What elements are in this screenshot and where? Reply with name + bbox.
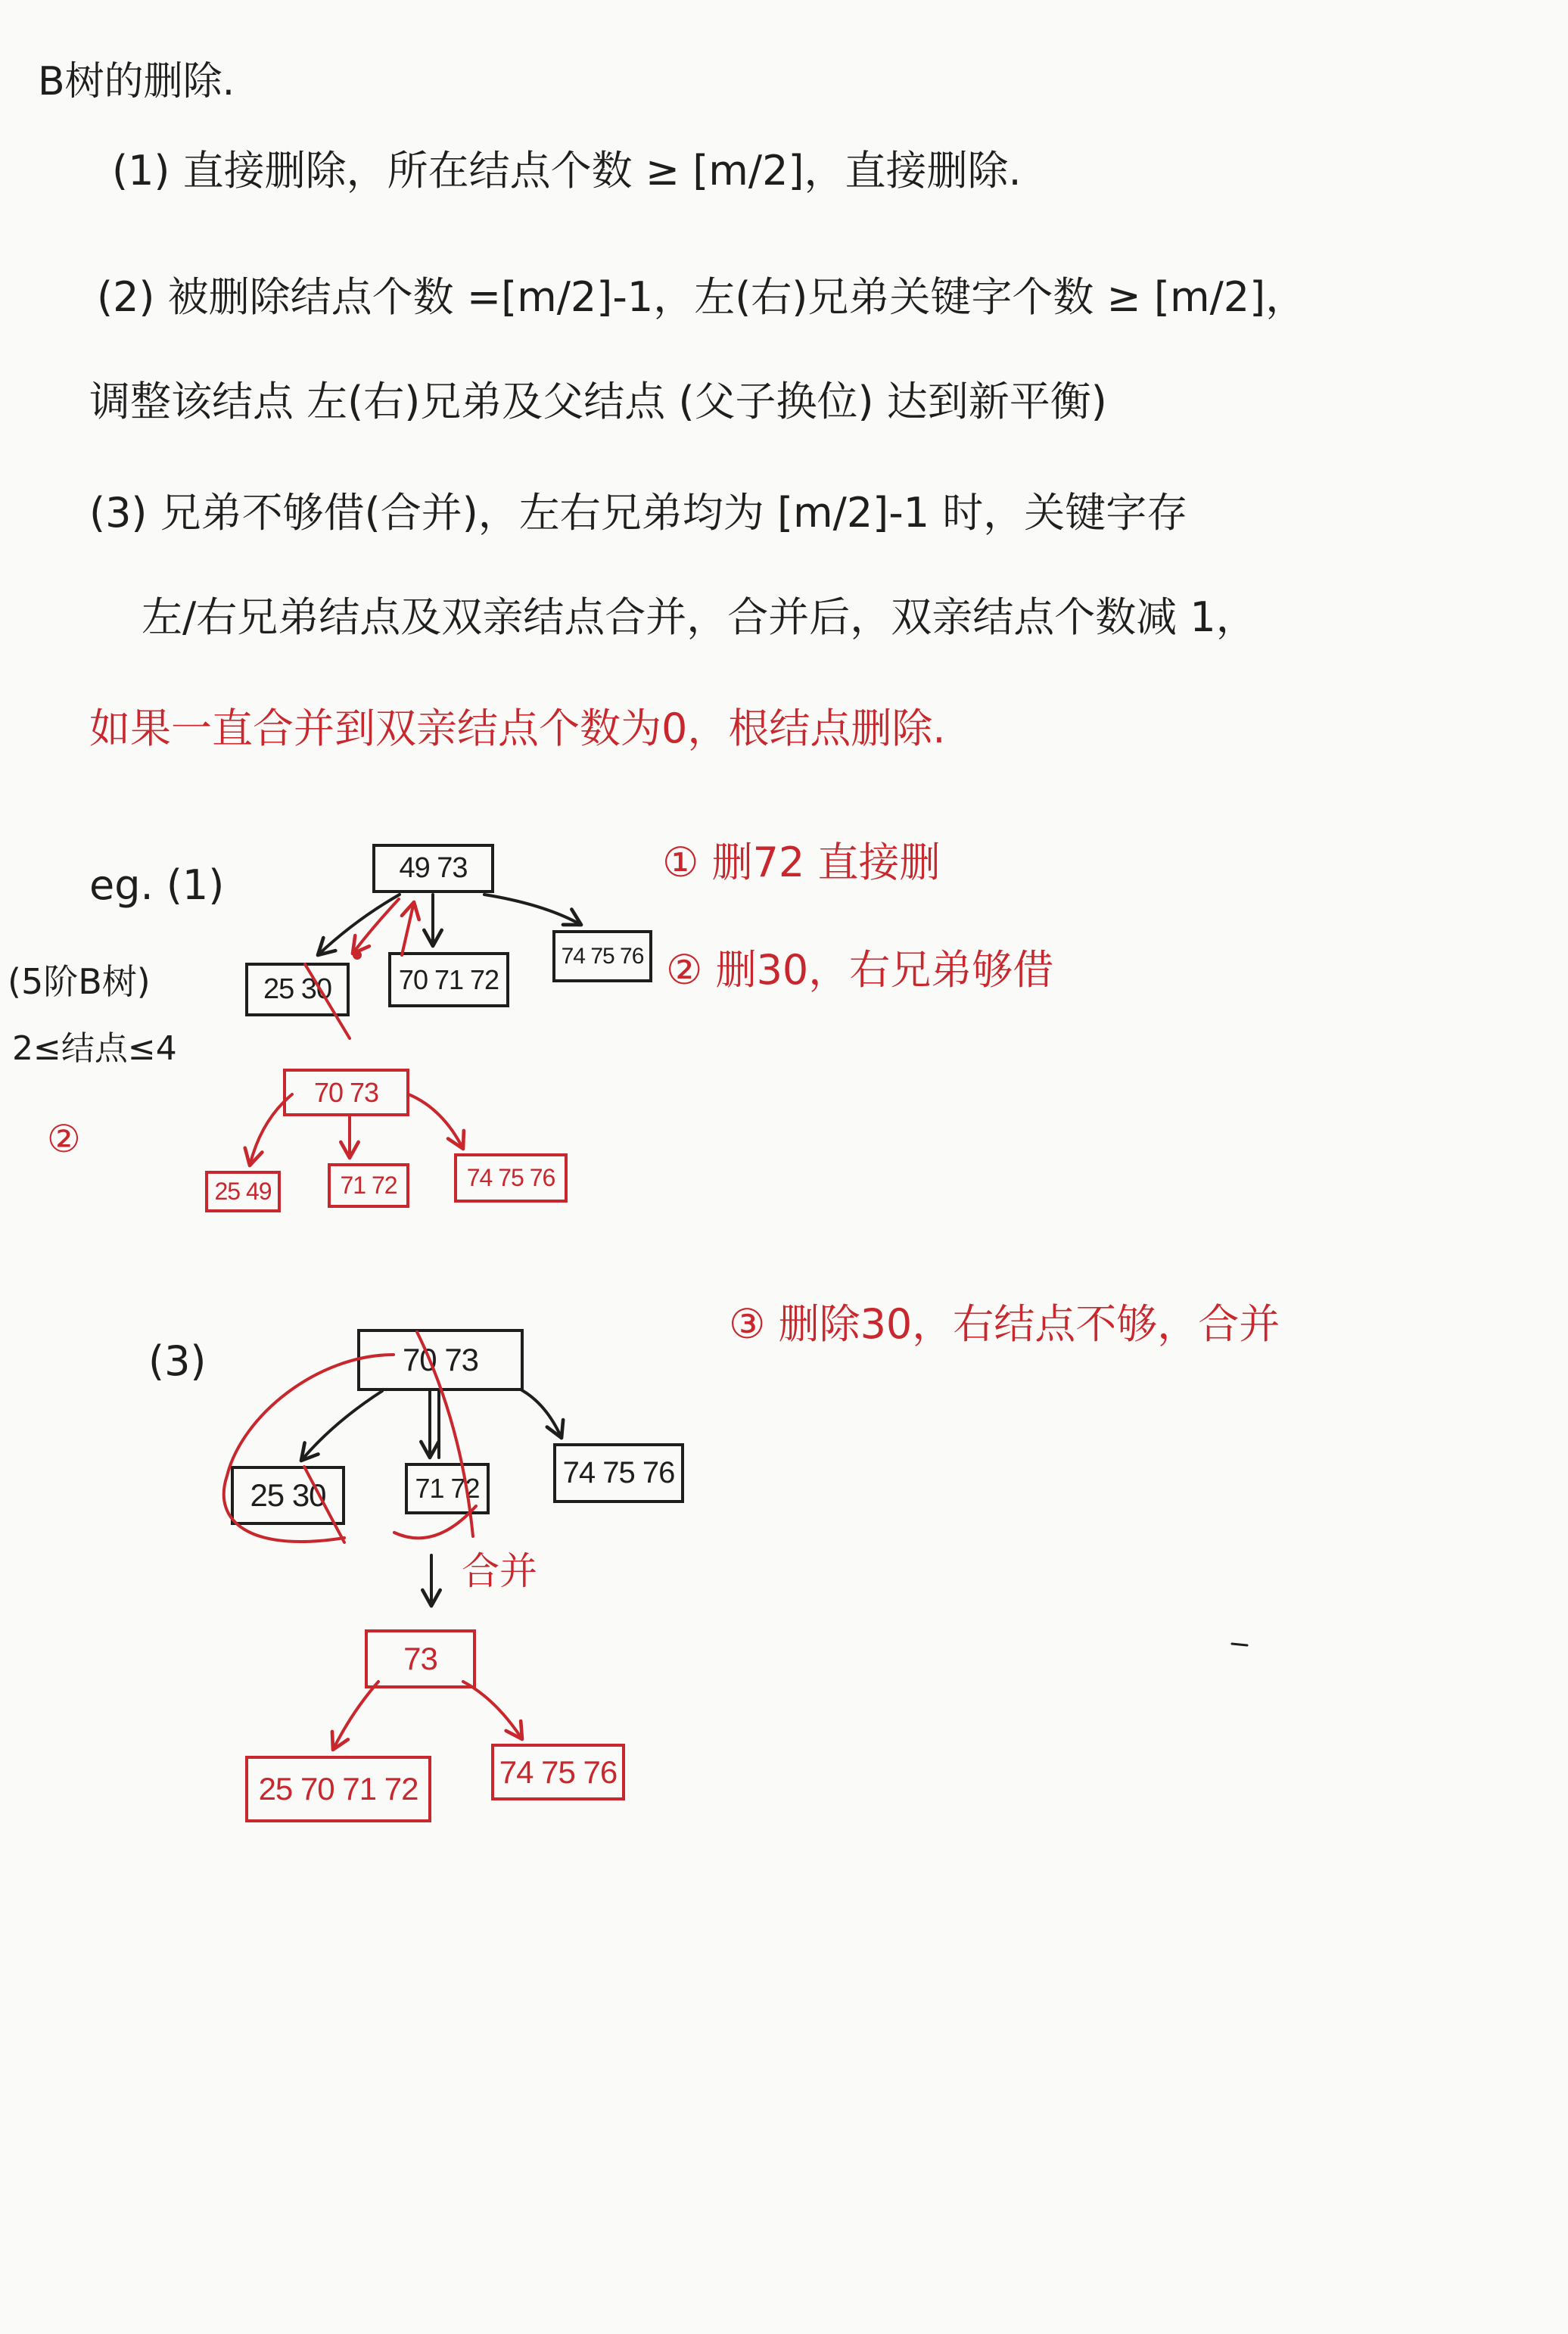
tree4-right-node: 74 75 76: [491, 1744, 625, 1800]
tree1-right-node: 74 75 76: [552, 930, 652, 982]
tree3-edge-left: [301, 1391, 382, 1461]
note-title: B树的删除.: [38, 59, 235, 104]
tree1-middle-node: 70 71 72: [388, 952, 509, 1007]
step-3-note: ③ 删除30，右结点不够，合并: [729, 1300, 1280, 1348]
tree1-edge-right: [484, 895, 581, 925]
rule-3-root-note: 如果一直合并到双亲结点个数为0，根结点删除.: [89, 705, 946, 752]
tree2-edge-right: [409, 1094, 463, 1149]
stray-pen-mark: [1232, 1644, 1247, 1645]
tree3-edge-right: [521, 1390, 562, 1438]
tree4-left-node: 25 70 71 72: [245, 1756, 431, 1822]
rule-2-borrow-line-1: (2) 被删除结点个数 =[m/2]-1，左(右)兄弟关键字个数 ≥ [m/2]，: [97, 273, 1307, 321]
tree1-edge-left: [318, 895, 400, 955]
tree1-root-node: 49 73: [372, 844, 494, 893]
key-range-label: 2≤结点≤4: [12, 1029, 177, 1068]
example-3-label: (3): [148, 1337, 207, 1385]
rule-3-merge-line-2: 左/右兄弟结点及双亲结点合并，合并后，双亲结点个数减 1，: [142, 593, 1257, 641]
tree4-edge-right: [463, 1682, 522, 1739]
tree4-root-node: 73: [365, 1629, 476, 1688]
tree3-root-node: 70 73: [357, 1329, 524, 1391]
tree-order-label: (5阶B树): [8, 961, 151, 1002]
merge-label: 合并: [462, 1549, 537, 1593]
rule-2-borrow-line-2: 调整该结点 左(右)兄弟及父结点 (父子换位) 达到新平衡): [89, 378, 1107, 425]
rule-1-direct-delete: (1) 直接删除，所在结点个数 ≥ [m/2]，直接删除.: [112, 147, 1022, 194]
tree2-root-node: 70 73: [283, 1069, 409, 1116]
tree2-right-node: 74 75 76: [454, 1153, 568, 1203]
example-2-marker: ②: [47, 1117, 81, 1161]
step-1-note: ① 删72 直接删: [662, 839, 941, 886]
example-1-label: eg. (1): [89, 861, 225, 909]
tree4-edge-left: [333, 1682, 378, 1750]
tree2-left-node: 25 49: [205, 1171, 281, 1212]
tree3-right-node: 74 75 76: [553, 1443, 684, 1503]
step-2-note: ② 删30，右兄弟够借: [666, 946, 1054, 994]
tree1-borrow-up-arrow: [402, 902, 414, 955]
tree3-left-node: 25 30: [231, 1466, 345, 1525]
tree2-middle-node: 71 72: [328, 1163, 409, 1208]
tree3-middle-node: 71 72: [405, 1463, 490, 1514]
tree1-red-dot: [353, 951, 362, 960]
tree1-borrow-down-arrow: [353, 899, 399, 954]
tree1-left-node: 25 30: [245, 963, 350, 1016]
rule-3-merge-line-1: (3) 兄弟不够借(合并)，左右兄弟均为 [m/2]-1 时，关键字存: [89, 489, 1188, 537]
